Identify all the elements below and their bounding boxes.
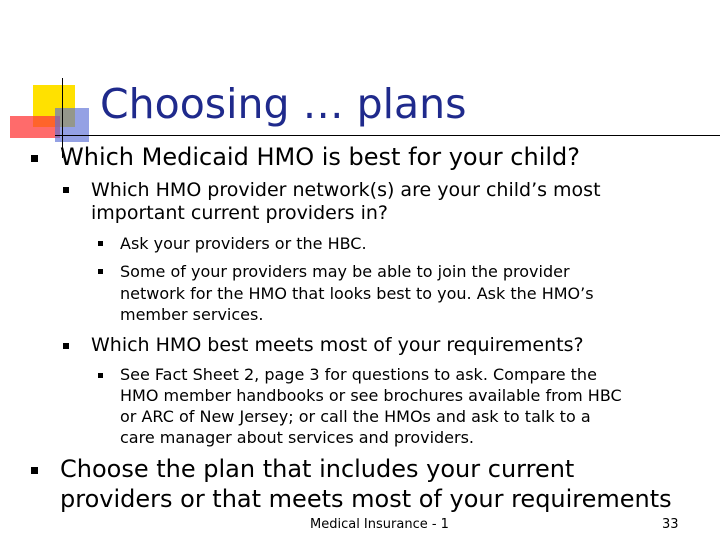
footer-label: Medical Insurance - 1	[310, 517, 449, 532]
title-underline	[55, 135, 720, 136]
decorative-logo	[0, 0, 100, 150]
bullet-icon	[98, 241, 103, 246]
bullet-text: Ask your providers or the HBC.	[120, 234, 367, 253]
bullet-text: important current providers in?	[91, 202, 388, 224]
bullet-icon	[31, 155, 38, 162]
bullet-icon	[98, 269, 103, 274]
bullet-text: or ARC of New Jersey; or call the HMOs and ask to talk to a	[120, 407, 591, 426]
bullet-text: providers or that meets most of your requirements	[60, 485, 672, 513]
bullet-text: care manager about services and providers.	[120, 428, 475, 447]
page-number: 33	[662, 517, 679, 532]
red-square	[10, 116, 60, 138]
bullet-text: Some of your providers may be able to join the provider	[120, 262, 570, 281]
bullet-text: Which HMO best meets most of your requirements?	[91, 334, 584, 356]
bullet-text: network for the HMO that looks best to you. Ask the HMO’s	[120, 284, 594, 303]
slide-title: Choosing … plans	[100, 80, 467, 128]
bullet-icon	[98, 373, 103, 378]
bullet-text: member services.	[120, 305, 264, 324]
bullet-icon	[63, 343, 69, 349]
bullet-icon	[31, 467, 38, 474]
bullet-icon	[63, 187, 69, 193]
bullet-text: HMO member handbooks or see brochures available from HBC	[120, 386, 622, 405]
bullet-text: Which Medicaid HMO is best for your child?	[60, 143, 581, 171]
blue-square	[55, 108, 89, 142]
bullet-text: Which HMO provider network(s) are your child’s most	[91, 179, 601, 201]
bullet-text: See Fact Sheet 2, page 3 for questions to ask. Compare the	[120, 365, 597, 384]
bullet-text: Choose the plan that includes your current	[60, 455, 575, 483]
